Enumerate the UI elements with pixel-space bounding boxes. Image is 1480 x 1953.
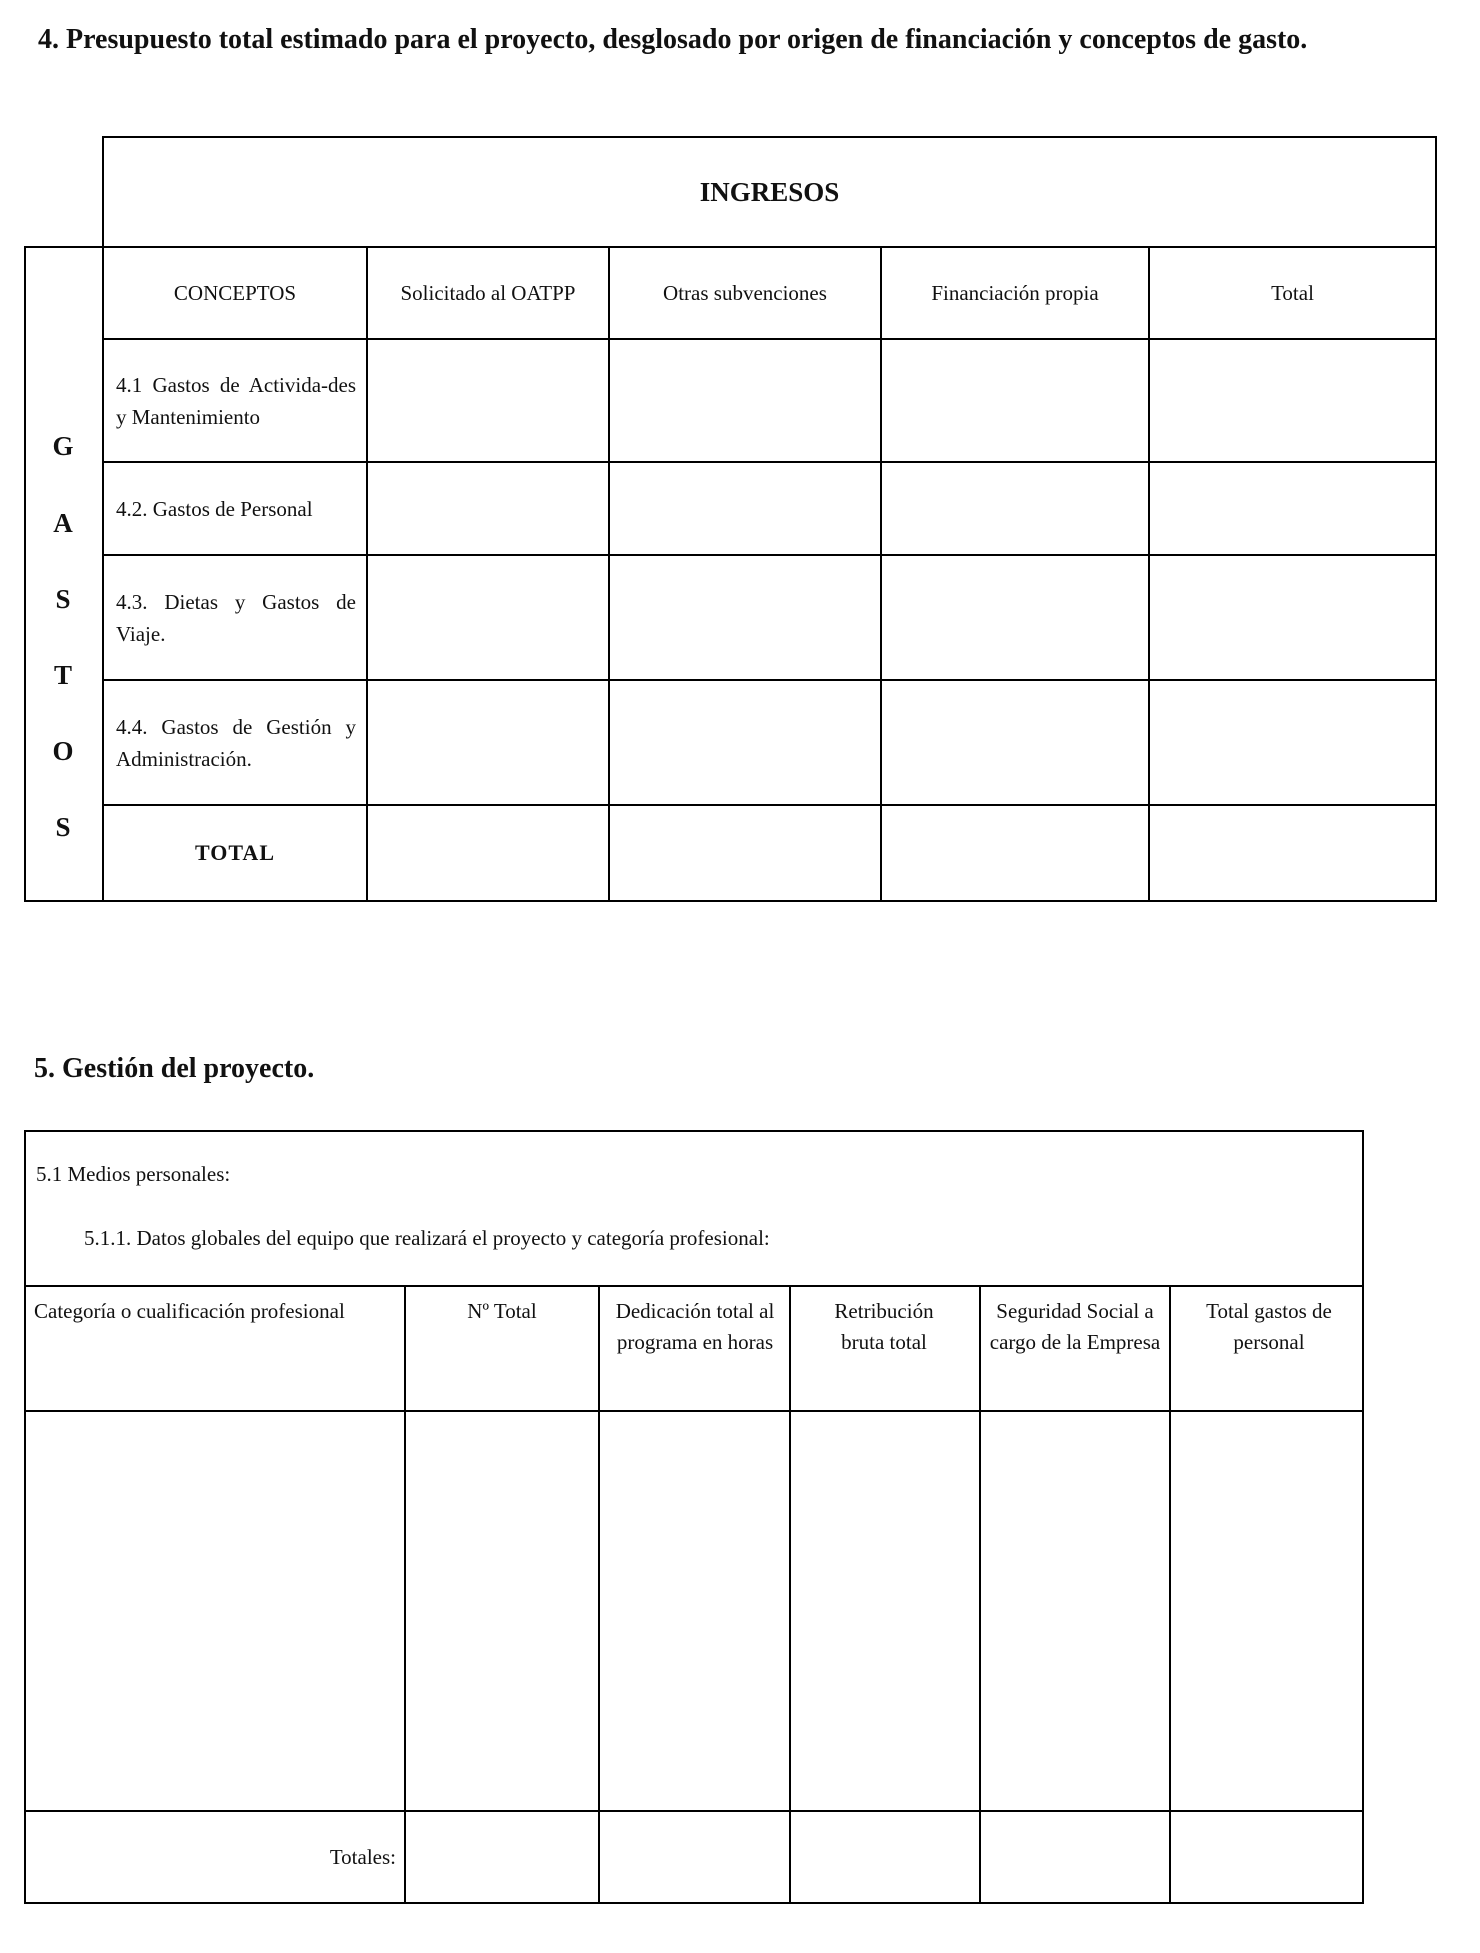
row-label-text: 4.2. Gastos de Personal: [116, 496, 313, 521]
col-header-total-gastos: Total gastos de personal: [1206, 1299, 1332, 1354]
col-header-dedicacion: Dedicación total al programa en horas: [615, 1299, 775, 1354]
gastos-letter: G: [52, 431, 74, 461]
col-header-categoria: Categoría o cualificación profesional: [34, 1299, 345, 1323]
row-label-dietas: [104, 556, 366, 679]
gastos-letter: S: [55, 584, 71, 614]
col-header-solicitado: Solicitado al OATPP: [400, 281, 576, 305]
row-label-text: 4.4. Gastos de Gestión y Administración.: [116, 714, 356, 771]
col-header-total: Total: [1271, 281, 1314, 305]
row-label-total: TOTAL: [195, 840, 275, 865]
section-5-title: 5. Gestión del proyecto.: [34, 1053, 315, 1084]
datos-globales-label: 5.1.1. Datos globales del equipo que realizará el proyecto y categoría profesional:: [84, 1226, 770, 1250]
col-header-seguridad-social: Seguridad Social a cargo de la Empresa: [989, 1299, 1161, 1354]
col-header-conceptos: CONCEPTOS: [173, 281, 297, 305]
gastos-letter: A: [53, 508, 73, 538]
ingresos-header: INGRESOS: [699, 177, 840, 207]
section-4-title: 4. Presupuesto total estimado para el proyecto, desglosado por origen de financiación y conceptos de gasto.: [38, 24, 1308, 55]
staff-table: [24, 1130, 1364, 1904]
budget-table: [24, 136, 1437, 902]
col-header-retribucion: Retribución bruta total: [834, 1299, 934, 1354]
col-header-otras-subvenciones: Otras subvenciones: [663, 281, 827, 305]
row-label-personal: [104, 463, 366, 554]
row-label-text: 4.1 Gastos de Activida-des y Mantenimiento: [116, 372, 356, 429]
gastos-letter: O: [52, 736, 74, 766]
col-header-financiacion-propia: Financiación propia: [931, 281, 1099, 305]
row-label-text: 4.3. Dietas y Gastos de Viaje.: [116, 589, 356, 646]
gastos-letter: S: [55, 812, 71, 842]
row-label-gestion: [104, 681, 366, 804]
col-header-n-total: Nº Total: [467, 1299, 537, 1323]
totales-label: Totales:: [329, 1845, 396, 1869]
row-label-actividades: [104, 340, 366, 461]
medios-personales-label: 5.1 Medios personales:: [36, 1162, 231, 1186]
gastos-letter: T: [53, 660, 72, 690]
